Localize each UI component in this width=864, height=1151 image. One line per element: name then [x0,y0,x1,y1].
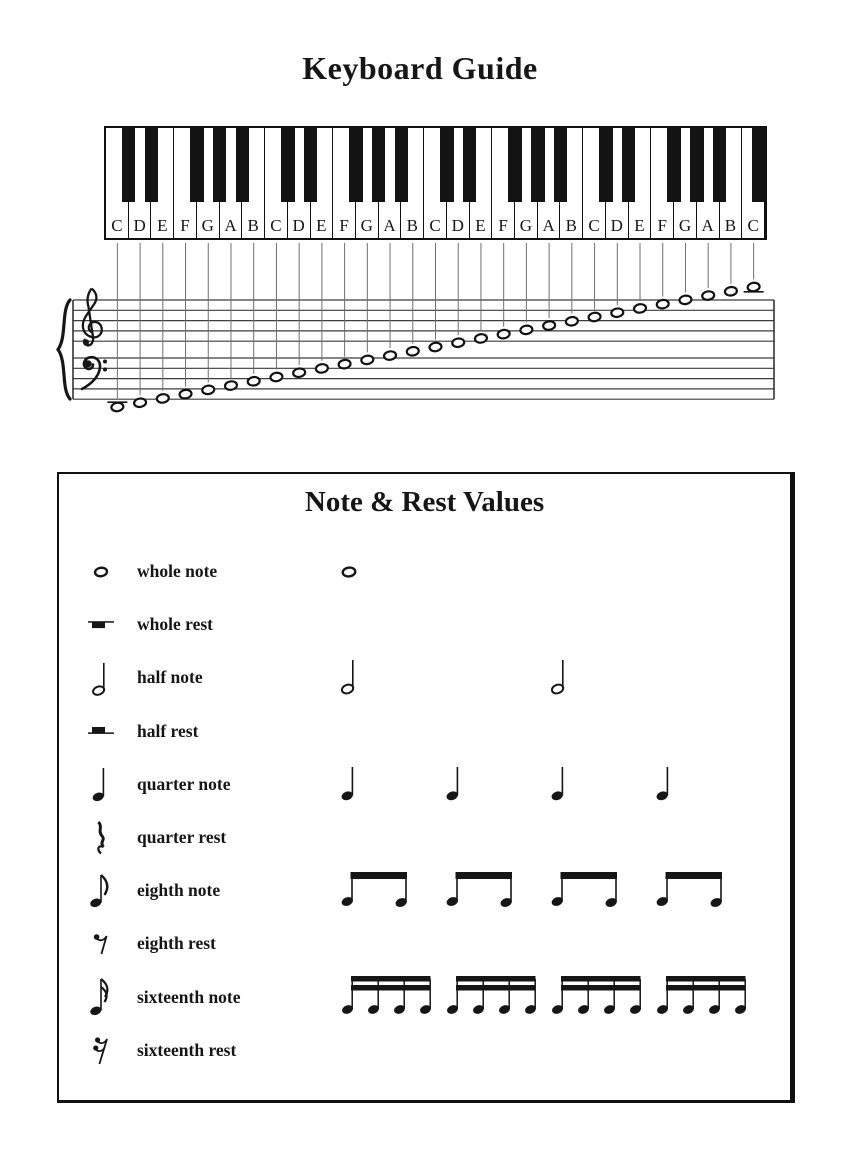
staff-note-d [611,308,624,318]
staff-note-d [452,338,465,348]
quarter-note-icon [79,765,123,803]
staff-note-g [679,295,692,305]
key-label: A [542,216,555,235]
piano-keyboard [104,126,767,240]
row-whole-note [59,545,790,598]
sixteenth-note-example [446,976,540,1016]
whole-rest-examples [341,598,790,651]
black-key [599,128,613,202]
row-label: quarter note [137,773,231,794]
key-label: B [724,216,737,235]
staff-note-d [134,398,147,408]
key-label: D [451,216,464,235]
eighth-note-icon [79,873,123,909]
key-label: E [316,216,327,235]
staff-note-f [179,389,192,399]
note-rest-values-box [57,472,795,1103]
sixteenth-rest-examples [341,1024,790,1077]
black-key [122,128,136,202]
black-key [667,128,681,202]
key-label: F [339,216,349,235]
black-key [531,128,545,202]
half-note-example [341,657,359,695]
eighth-rest-icon [79,932,123,956]
staff-note-c [429,342,442,352]
row-whole-rest [59,598,790,651]
row-label: whole note [137,561,218,582]
row-label: eighth note [137,880,221,901]
black-key [145,128,159,202]
quarter-note-example [656,764,674,802]
black-key [713,128,727,202]
half-rest-icon [79,726,123,736]
staff-note-e [156,393,169,403]
row-sixteenth-note [59,971,790,1024]
staff-note-c [111,402,124,412]
key-label: G [201,216,214,235]
row-quarter-rest [59,811,790,864]
whole-rest-icon [79,620,123,630]
black-key [508,128,522,202]
key-label: B [406,216,418,235]
key-label: D [610,216,623,235]
black-key [190,128,204,202]
half-note-example [551,657,569,695]
eighth-note-example [656,872,726,908]
eighth-note-examples [341,864,790,917]
staff-note-c [588,312,601,322]
key-label: F [498,216,508,235]
staff-note-a [384,351,397,361]
row-label: sixteenth note [137,986,241,1007]
row-label: whole rest [137,614,213,635]
quarter-note-example [341,764,359,802]
key-label: C [111,216,123,235]
key-label: A [383,216,396,235]
half-rest-examples [341,705,790,758]
black-key [213,128,227,202]
whole-note-examples [341,545,790,598]
staff-note-b [247,376,260,386]
row-quarter-note [59,758,790,811]
eighth-note-example [341,872,411,908]
eighth-note-example [446,872,516,908]
key-label: E [634,216,645,235]
row-label: half rest [137,720,199,741]
staff-note-c [270,372,283,382]
key-label: D [133,216,146,235]
staff-note-b [565,316,578,326]
key-label: B [565,216,577,235]
staff-note-d [293,368,306,378]
key-label: A [701,216,714,235]
staff-note-a [543,321,556,331]
key-label: D [292,216,305,235]
key-label: C [270,216,282,235]
treble-clef-icon [83,289,102,346]
staff-note-b [406,346,419,356]
row-label: half note [137,667,203,688]
quarter-note-example [551,764,569,802]
sixteenth-note-examples [341,971,790,1024]
staff-note-e [474,333,487,343]
quarter-rest-icon [79,821,123,855]
key-label: G [519,216,533,235]
note-rest-rows [59,545,790,1077]
sixteenth-rest-icon [79,1035,123,1065]
grand-staff [40,242,792,430]
black-key [372,128,386,202]
whole-note-icon [79,566,123,578]
staff-note-f [656,299,669,309]
black-key [304,128,318,202]
eighth-rest-examples [341,917,790,970]
black-key [463,128,477,202]
key-label: G [678,216,692,235]
staff-note-e [633,303,646,313]
row-label: sixteenth rest [137,1039,237,1060]
sixteenth-note-example [341,976,435,1016]
black-key [236,128,250,202]
row-eighth-note [59,864,790,917]
key-label: C [747,216,759,235]
black-key [622,128,636,202]
staff-note-a [224,381,237,391]
black-key [395,128,409,202]
key-label: A [224,216,237,235]
eighth-note-example [551,872,621,908]
sixteenth-note-icon [79,977,123,1017]
quarter-note-example [446,764,464,802]
staff-note-f [497,329,510,339]
staff-note-a [702,291,715,301]
row-half-note [59,651,790,704]
section-title: Note & Rest Values [304,486,545,518]
row-half-rest [59,705,790,758]
staff-note-f [338,359,351,369]
staff-note-g [520,325,533,335]
black-key [349,128,363,202]
quarter-note-examples [341,758,790,811]
staff-note-g [361,355,374,365]
sixteenth-note-example [656,976,750,1016]
black-key [281,128,295,202]
key-label: G [360,216,373,235]
key-label: F [180,216,190,235]
sixteenth-note-example [551,976,645,1016]
row-label: eighth rest [137,933,216,954]
black-key [554,128,568,202]
bass-clef-icon [82,357,107,389]
staff-note-g [202,385,215,395]
page-title: Keyboard Guide [302,50,538,86]
key-label: B [247,216,259,235]
key-label: C [588,216,600,235]
staff-note-b [724,286,737,296]
black-key [440,128,454,202]
key-label: E [475,216,486,235]
black-key [752,128,766,202]
half-note-icon [79,660,123,696]
staff-note-e [315,363,328,373]
key-label: C [429,216,441,235]
brace-icon [58,300,70,399]
row-sixteenth-rest [59,1024,790,1077]
quarter-rest-examples [341,811,790,864]
key-label: F [657,216,667,235]
whole-note-example [341,566,357,578]
row-eighth-rest [59,917,790,970]
half-note-examples [341,651,790,704]
row-label: quarter rest [137,827,227,848]
black-key [690,128,704,202]
staff-note-c [747,282,760,292]
key-label: E [157,216,168,235]
